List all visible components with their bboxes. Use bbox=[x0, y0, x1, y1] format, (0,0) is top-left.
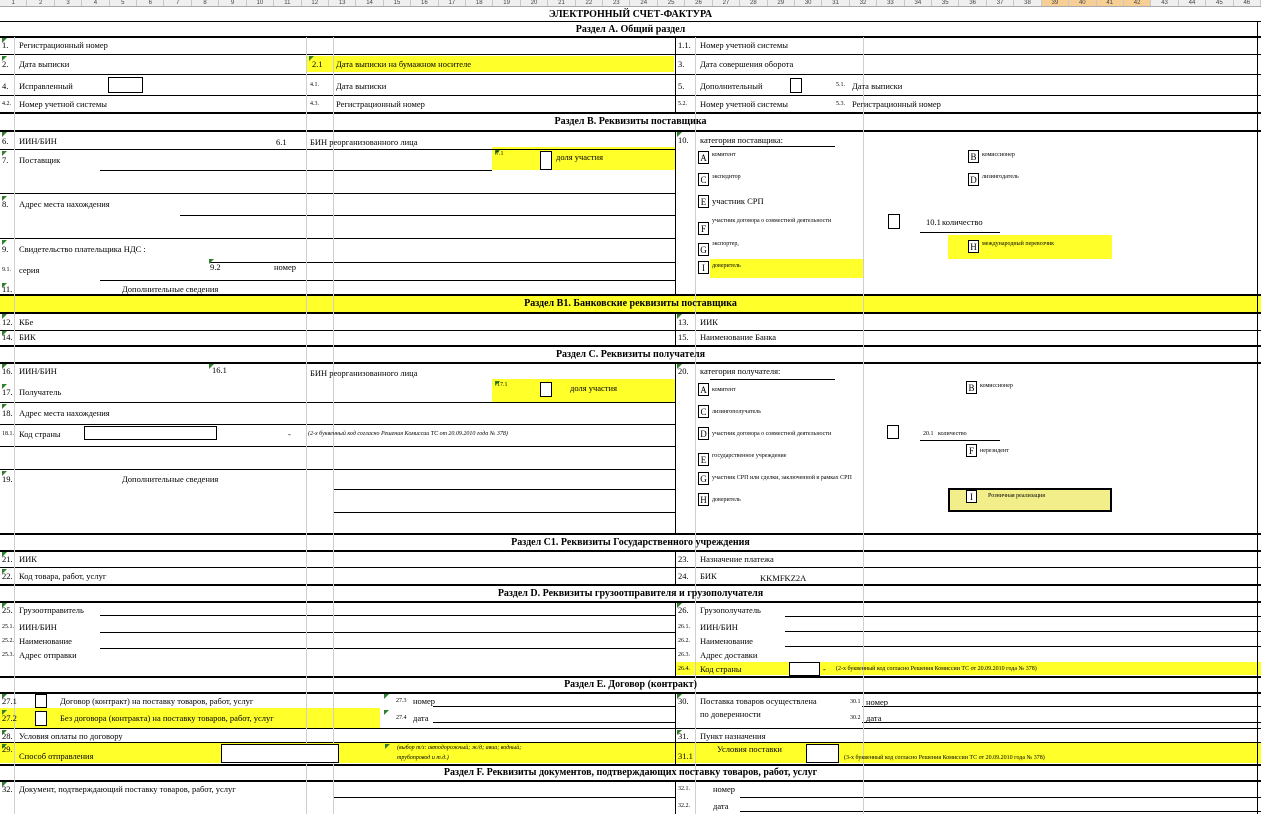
delivery-terms-label: Условия поставки bbox=[717, 744, 782, 754]
doc-number-label: номер bbox=[713, 784, 736, 794]
column-header-cell[interactable]: 44 bbox=[1179, 0, 1206, 7]
recipient-cat-i-box[interactable]: I bbox=[966, 490, 977, 503]
acc-sys-number-label: Номер учетной системы bbox=[700, 40, 788, 50]
column-header-cell[interactable]: 40 bbox=[1069, 0, 1096, 7]
field-number: 5.3. bbox=[836, 101, 845, 107]
field-number: 16.1 bbox=[212, 365, 227, 375]
column-header-cell[interactable]: 38 bbox=[1014, 0, 1041, 7]
supplier-extra-label: Дополнительные сведения bbox=[122, 284, 219, 294]
field-number: 24. bbox=[678, 571, 689, 581]
field-number: 5. bbox=[678, 81, 685, 91]
column-header-cell[interactable]: 12 bbox=[302, 0, 329, 7]
column-header-cell[interactable]: 28 bbox=[740, 0, 767, 7]
field-number: 20. bbox=[678, 366, 689, 376]
payment-purpose-label: Назначение платежа bbox=[700, 554, 774, 564]
field-number: 6.1 bbox=[276, 137, 287, 147]
field-number: 26.1. bbox=[678, 624, 690, 630]
field-number: 30.2 bbox=[850, 715, 861, 721]
field-number: 32.1. bbox=[678, 786, 690, 792]
column-header-cell[interactable]: 46 bbox=[1234, 0, 1261, 7]
column-header-cell[interactable]: 30 bbox=[795, 0, 822, 7]
recipient-cat-d-box[interactable]: D bbox=[698, 427, 709, 440]
supplier-share-checkbox[interactable] bbox=[540, 151, 552, 170]
gov-iik-label: ИИК bbox=[19, 554, 37, 564]
field-number: 18.1. bbox=[2, 431, 14, 437]
section-b1-title: Раздел B1. Банковские реквизиты поставщика bbox=[524, 298, 737, 309]
number-label: номер bbox=[274, 262, 297, 272]
payment-terms-label: Условия оплаты по договору bbox=[19, 731, 123, 741]
field-number: 10.1 bbox=[926, 217, 941, 227]
field-number: 18. bbox=[2, 408, 13, 418]
column-header-cell[interactable]: 42 bbox=[1124, 0, 1151, 7]
gov-bik-value: KKMFKZ2A bbox=[760, 573, 807, 583]
supplier-bik-label: БИК bbox=[19, 332, 36, 342]
column-header-cell[interactable]: 2 bbox=[27, 0, 54, 7]
field-number: 4.1. bbox=[310, 82, 319, 88]
column-header-cell[interactable]: 36 bbox=[959, 0, 986, 7]
country-code-note: (2-х буквенный код согласно Решения Комиссии ТС от 20.09.2010 года № 378) bbox=[308, 431, 508, 437]
field-number: 15. bbox=[678, 332, 689, 342]
column-header-cell[interactable]: 14 bbox=[356, 0, 383, 7]
supplier-cat-d-label: лизингодатель bbox=[982, 174, 1019, 180]
field-number: 26. bbox=[678, 605, 689, 615]
no-contract-label: Без договора (контракта) на поставку товаров, работ, услуг bbox=[60, 713, 274, 723]
supply-doc-label: Документ, подтверждающий поставку товаров, работ, услуг bbox=[19, 784, 236, 794]
supplier-cat-d-box[interactable]: D bbox=[968, 173, 979, 186]
field-number: 4.2. bbox=[2, 101, 11, 107]
country-code-input[interactable] bbox=[84, 426, 217, 440]
supplier-category-label: категория поставщика: bbox=[700, 135, 784, 145]
field-number: 28. bbox=[2, 731, 13, 741]
field-number: 27.4 bbox=[396, 715, 407, 721]
field-number: 27.1 bbox=[2, 696, 17, 706]
field-number: 31.1 bbox=[678, 751, 693, 761]
recipient-extra-label: Дополнительные сведения bbox=[122, 474, 219, 484]
field-number: 20.1 bbox=[923, 431, 934, 437]
shipper-iin-label: ИИН/БИН bbox=[19, 622, 57, 632]
field-number: 3. bbox=[678, 59, 685, 69]
field-number: 19. bbox=[2, 474, 13, 484]
page-title: ЭЛЕКТРОННЫЙ СЧЕТ-ФАКТУРА bbox=[548, 9, 713, 20]
column-header-cell[interactable]: 4 bbox=[82, 0, 109, 7]
field-number: 31. bbox=[678, 731, 689, 741]
recipient-iin-label: ИИН/БИН bbox=[19, 366, 57, 376]
contract-number-label: номер bbox=[413, 696, 436, 706]
field-number: 27.2 bbox=[2, 713, 17, 723]
contract-checkbox[interactable] bbox=[35, 694, 47, 708]
additional-label: Дополнительный bbox=[700, 81, 763, 91]
recipient-reorg-label: БИН реорганизованного лица bbox=[310, 368, 418, 378]
recipient-cat-f-box[interactable]: F bbox=[966, 444, 977, 457]
recipient-cat-d-label: участник договора о совместной деятельности bbox=[712, 431, 832, 437]
column-header-cell[interactable]: 45 bbox=[1206, 0, 1233, 7]
supplier-cat-h-box[interactable]: H bbox=[968, 240, 979, 253]
ship-method-label: Способ отправления bbox=[19, 751, 94, 761]
ship-address-label: Адрес отправки bbox=[19, 650, 77, 660]
supplier-cat-e-box[interactable]: E bbox=[698, 195, 709, 208]
additional-date-label: Дата выписки bbox=[852, 81, 903, 91]
destination-label: Пункт назначения bbox=[700, 731, 766, 741]
recipient-cat-i-label: Розничная реализация bbox=[988, 493, 1046, 499]
supplier-cat-i-box[interactable]: I bbox=[698, 261, 709, 274]
column-header-cell[interactable]: 26 bbox=[685, 0, 712, 7]
field-number: 9.1. bbox=[2, 267, 11, 273]
field-number: 5.1. bbox=[836, 82, 845, 88]
recipient-cat-e-box[interactable]: E bbox=[698, 453, 709, 466]
recipient-cat-e-label: государственное учреждение bbox=[712, 453, 787, 459]
column-header-cell[interactable]: 8 bbox=[192, 0, 219, 7]
delivery-address-label: Адрес доставки bbox=[700, 650, 758, 660]
supplier-cat-b-box[interactable]: B bbox=[968, 150, 979, 163]
column-header-cell[interactable]: 1 bbox=[0, 0, 27, 7]
comment-flag bbox=[384, 710, 389, 715]
contract-date-label: дата bbox=[413, 713, 429, 723]
supplier-cat-i-label: доверитель bbox=[712, 263, 741, 269]
recipient-cat-c-box[interactable]: C bbox=[698, 405, 709, 418]
corrected-checkbox[interactable] bbox=[108, 77, 143, 93]
field-number: 23. bbox=[678, 554, 689, 564]
field-number: 32. bbox=[2, 784, 13, 794]
column-header-bar bbox=[0, 0, 1261, 7]
gov-bik-label: БИК bbox=[700, 571, 717, 581]
field-number: 7.1 bbox=[496, 151, 504, 157]
additional-acc-sys-label: Номер учетной системы bbox=[700, 99, 788, 109]
field-number: 5.2. bbox=[678, 101, 687, 107]
supplier-cat-g-label: экспортер, bbox=[712, 241, 739, 247]
column-header-cell[interactable]: 37 bbox=[987, 0, 1014, 7]
comment-flag bbox=[385, 744, 390, 749]
column-header-cell[interactable]: 19 bbox=[493, 0, 520, 7]
field-number: 13. bbox=[678, 317, 689, 327]
recipient-share-checkbox[interactable] bbox=[540, 382, 552, 397]
recipient-category-label: категория получателя: bbox=[700, 366, 781, 376]
supplier-count-label: количество bbox=[942, 217, 983, 227]
proxy-delivery-label: Поставка товаров осуществлена bbox=[700, 696, 817, 706]
field-number: 1. bbox=[2, 40, 9, 50]
section-b-title: Раздел B. Реквизиты поставщика bbox=[554, 116, 707, 127]
proxy-number-label: номер bbox=[866, 697, 889, 707]
supplier-reorg-label: БИН реорганизованного лица bbox=[310, 137, 418, 147]
shipping-row-highlight bbox=[0, 743, 1261, 763]
field-number: 8. bbox=[2, 199, 9, 209]
recipient-cat-g-box[interactable]: G bbox=[698, 472, 709, 485]
column-header-cell[interactable]: 21 bbox=[548, 0, 575, 7]
column-header-cell[interactable]: 13 bbox=[329, 0, 356, 7]
corrected-date-label: Дата выписки bbox=[336, 81, 387, 91]
column-header-cell[interactable]: 32 bbox=[850, 0, 877, 7]
column-header-cell[interactable]: 29 bbox=[768, 0, 795, 7]
comment-flag bbox=[384, 694, 389, 699]
consignee-country-label: Код страны bbox=[700, 664, 742, 674]
column-header-cell[interactable]: 20 bbox=[521, 0, 548, 7]
field-number: 9.2 bbox=[210, 262, 221, 272]
supplier-label: Поставщик bbox=[19, 155, 61, 165]
field-number: 29. bbox=[2, 744, 13, 754]
ship-method-note: (выбор т/з: автодорожный; ж/д; авиа; водный; bbox=[397, 745, 522, 751]
column-header-cell[interactable]: 35 bbox=[932, 0, 959, 7]
field-number: 26.4. bbox=[678, 666, 690, 672]
field-number: 7. bbox=[2, 155, 9, 165]
supplier-cat-c-box[interactable]: C bbox=[698, 173, 709, 186]
field-number: 1.1. bbox=[678, 40, 691, 50]
additional-checkbox[interactable] bbox=[790, 78, 802, 93]
field-number: 12. bbox=[2, 317, 13, 327]
field-number: 16. bbox=[2, 366, 13, 376]
ship-method-input[interactable] bbox=[221, 744, 339, 763]
field-number: 2. bbox=[2, 59, 9, 69]
recipient-cat-f-label: нерезидент bbox=[980, 448, 1009, 454]
column-header-cell[interactable]: 41 bbox=[1097, 0, 1124, 7]
delivery-terms-note: (3-х буквенный код согласно Решения Комиссии ТС от 20.09.2010 года № 378) bbox=[844, 755, 1045, 761]
supplier-iik-label: ИИК bbox=[700, 317, 718, 327]
recipient-cat-a-label: комитент bbox=[712, 387, 736, 393]
column-header-cell[interactable]: 15 bbox=[384, 0, 411, 7]
field-number: 26.2. bbox=[678, 638, 690, 644]
supplier-cat-g-box[interactable]: G bbox=[698, 243, 709, 256]
field-number: 21. bbox=[2, 554, 13, 564]
recipient-cat-g-label: участник СРП или сделки, заключенной в рамках СРП bbox=[712, 475, 852, 481]
section-e-title: Раздел E. Договор (контракт) bbox=[564, 679, 697, 690]
column-header-cell[interactable]: 27 bbox=[713, 0, 740, 7]
section-a-title: Раздел A. Общий раздел bbox=[575, 24, 686, 35]
column-header-cell[interactable]: 34 bbox=[905, 0, 932, 7]
supplier-cat-e-label: участник СРП bbox=[712, 196, 764, 206]
additional-reg-label: Регистрационный номер bbox=[852, 99, 941, 109]
field-number: 30. bbox=[678, 696, 689, 706]
dash-separator: - bbox=[288, 429, 291, 439]
field-number: 32.2. bbox=[678, 803, 690, 809]
recipient-share-label: доля участия bbox=[570, 383, 617, 393]
proxy-delivery-label-2: по доверенности bbox=[700, 709, 761, 719]
consignee-country-note: (2-х буквенный код согласно Решения Комиссии ТС от 20.09.2010 года № 378) bbox=[836, 666, 1037, 672]
column-header-cell[interactable]: 7 bbox=[164, 0, 191, 7]
corrected-reg-label: Регистрационный номер bbox=[336, 99, 425, 109]
recipient-cat-c-label: лизингополучатель bbox=[712, 409, 761, 415]
column-header-cell[interactable]: 5 bbox=[110, 0, 137, 7]
corrected-label: Исправленный bbox=[19, 81, 73, 91]
bank-name-label: Наименование Банка bbox=[700, 332, 777, 342]
recipient-joint-checkbox[interactable] bbox=[887, 425, 899, 439]
shipper-label: Грузоотправитель bbox=[19, 605, 84, 615]
dash-separator: - bbox=[823, 664, 826, 674]
field-number: 4.3. bbox=[310, 101, 319, 107]
column-header-cell[interactable]: 9 bbox=[219, 0, 246, 7]
field-number: 17. bbox=[2, 387, 13, 397]
consignee-label: Грузополучатель bbox=[700, 605, 761, 615]
corrected-acc-sys-label: Номер учетной системы bbox=[19, 99, 107, 109]
column-header-cell[interactable]: 10 bbox=[247, 0, 274, 7]
proxy-date-label: дата bbox=[866, 713, 882, 723]
recipient-address-label: Адрес места нахождения bbox=[19, 408, 110, 418]
country-code-label: Код страны bbox=[19, 429, 61, 439]
recipient-count-label: количество bbox=[938, 431, 967, 437]
field-number: 4. bbox=[2, 81, 9, 91]
column-header-cell[interactable]: 6 bbox=[137, 0, 164, 7]
field-number: 9. bbox=[2, 244, 9, 254]
doc-date-label: дата bbox=[713, 801, 729, 811]
recipient-cat-b-box[interactable]: B bbox=[966, 381, 977, 394]
supplier-cat-c-label: экспедитор bbox=[712, 174, 741, 180]
consignee-country-input[interactable] bbox=[789, 662, 820, 676]
column-header-cell[interactable]: 23 bbox=[603, 0, 630, 7]
contract-label: Договор (контракт) на поставку товаров, работ, услуг bbox=[60, 696, 254, 706]
consignee-name-label: Наименование bbox=[700, 636, 753, 646]
recipient-cat-b-label: комиссионер bbox=[980, 383, 1013, 389]
column-header-cell[interactable]: 39 bbox=[1042, 0, 1069, 7]
supplier-address-label: Адрес места нахождения bbox=[19, 199, 110, 209]
ship-method-note-2: трубопровод и т.д.) bbox=[397, 755, 449, 761]
column-header-cell[interactable]: 16 bbox=[411, 0, 438, 7]
section-f-title: Раздел F. Реквизиты документов, подтверждающих поставку товаров, работ, услуг bbox=[443, 767, 818, 778]
supplier-cat-b-label: комиссионер bbox=[982, 152, 1015, 158]
field-number: 27.3 bbox=[396, 698, 407, 704]
column-header-cell[interactable]: 3 bbox=[55, 0, 82, 7]
field-number: 6. bbox=[2, 136, 9, 146]
delivery-terms-input[interactable] bbox=[806, 744, 839, 763]
field-number: 30.1 bbox=[850, 699, 861, 705]
turnover-date-label: Дата совершения оборота bbox=[700, 59, 794, 69]
column-header-cell[interactable]: 43 bbox=[1151, 0, 1178, 7]
field-number: 25.3. bbox=[2, 652, 14, 658]
column-header-cell[interactable]: 33 bbox=[877, 0, 904, 7]
column-header-cell[interactable]: 11 bbox=[274, 0, 301, 7]
column-header-cell[interactable]: 18 bbox=[466, 0, 493, 7]
field-number: 2.1 bbox=[312, 59, 323, 69]
field-number: 22. bbox=[2, 571, 13, 581]
issue-date-label: Дата выписки bbox=[19, 59, 70, 69]
section-d-title: Раздел D. Реквизиты грузоотправителя и грузополучателя bbox=[497, 588, 764, 599]
paper-date-label: Дата выписки на бумажном носителе bbox=[336, 59, 471, 69]
field-number: 14. bbox=[2, 332, 13, 342]
supplier-cat-f-box[interactable]: F bbox=[698, 222, 709, 235]
no-contract-checkbox[interactable] bbox=[35, 711, 47, 726]
supplier-joint-checkbox[interactable] bbox=[888, 214, 900, 229]
recipient-cat-h-label: доверитель bbox=[712, 497, 741, 503]
supplier-cat-f-label: участник договора о совместной деятельности bbox=[712, 218, 832, 224]
recipient-cat-h-box[interactable]: H bbox=[698, 493, 709, 506]
reg-number-label: Регистрационный номер bbox=[19, 40, 108, 50]
supplier-iin-label: ИИН/БИН bbox=[19, 136, 57, 146]
field-number: 10. bbox=[678, 135, 689, 145]
kbe-label: КБе bbox=[19, 317, 34, 327]
field-number: 25. bbox=[2, 605, 13, 615]
shipper-name-label: Наименование bbox=[19, 636, 72, 646]
column-header-cell[interactable]: 17 bbox=[439, 0, 466, 7]
supplier-cat-a-box[interactable]: A bbox=[698, 151, 709, 164]
column-header-cell[interactable]: 25 bbox=[658, 0, 685, 7]
column-header-cell[interactable]: 31 bbox=[822, 0, 849, 7]
series-label: серия bbox=[19, 265, 40, 275]
section-c1-title: Раздел C1. Реквизиты Государственного учреждения bbox=[511, 537, 750, 548]
recipient-cat-a-box[interactable]: A bbox=[698, 383, 709, 396]
supplier-cat-a-label: комитент bbox=[712, 152, 736, 158]
field-number: 17.1 bbox=[497, 382, 508, 388]
field-number: 25.1. bbox=[2, 624, 14, 630]
column-header-cell[interactable]: 22 bbox=[576, 0, 603, 7]
supplier-cat-h-label: международный перевозчик bbox=[982, 241, 1055, 247]
column-header-cell[interactable]: 24 bbox=[631, 0, 658, 7]
field-number: 26.3. bbox=[678, 652, 690, 658]
vat-certificate-label: Свидетельство плательщика НДС : bbox=[19, 244, 146, 254]
field-number: 11. bbox=[2, 284, 13, 294]
section-c-title: Раздел C. Реквизиты получателя bbox=[555, 349, 706, 360]
goods-code-label: Код товара, работ, услуг bbox=[19, 571, 107, 581]
supplier-share-label: доля участия bbox=[556, 152, 603, 162]
field-number: 25.2. bbox=[2, 638, 14, 644]
consignee-iin-label: ИИН/БИН bbox=[700, 622, 738, 632]
recipient-label: Получатель bbox=[19, 387, 62, 397]
